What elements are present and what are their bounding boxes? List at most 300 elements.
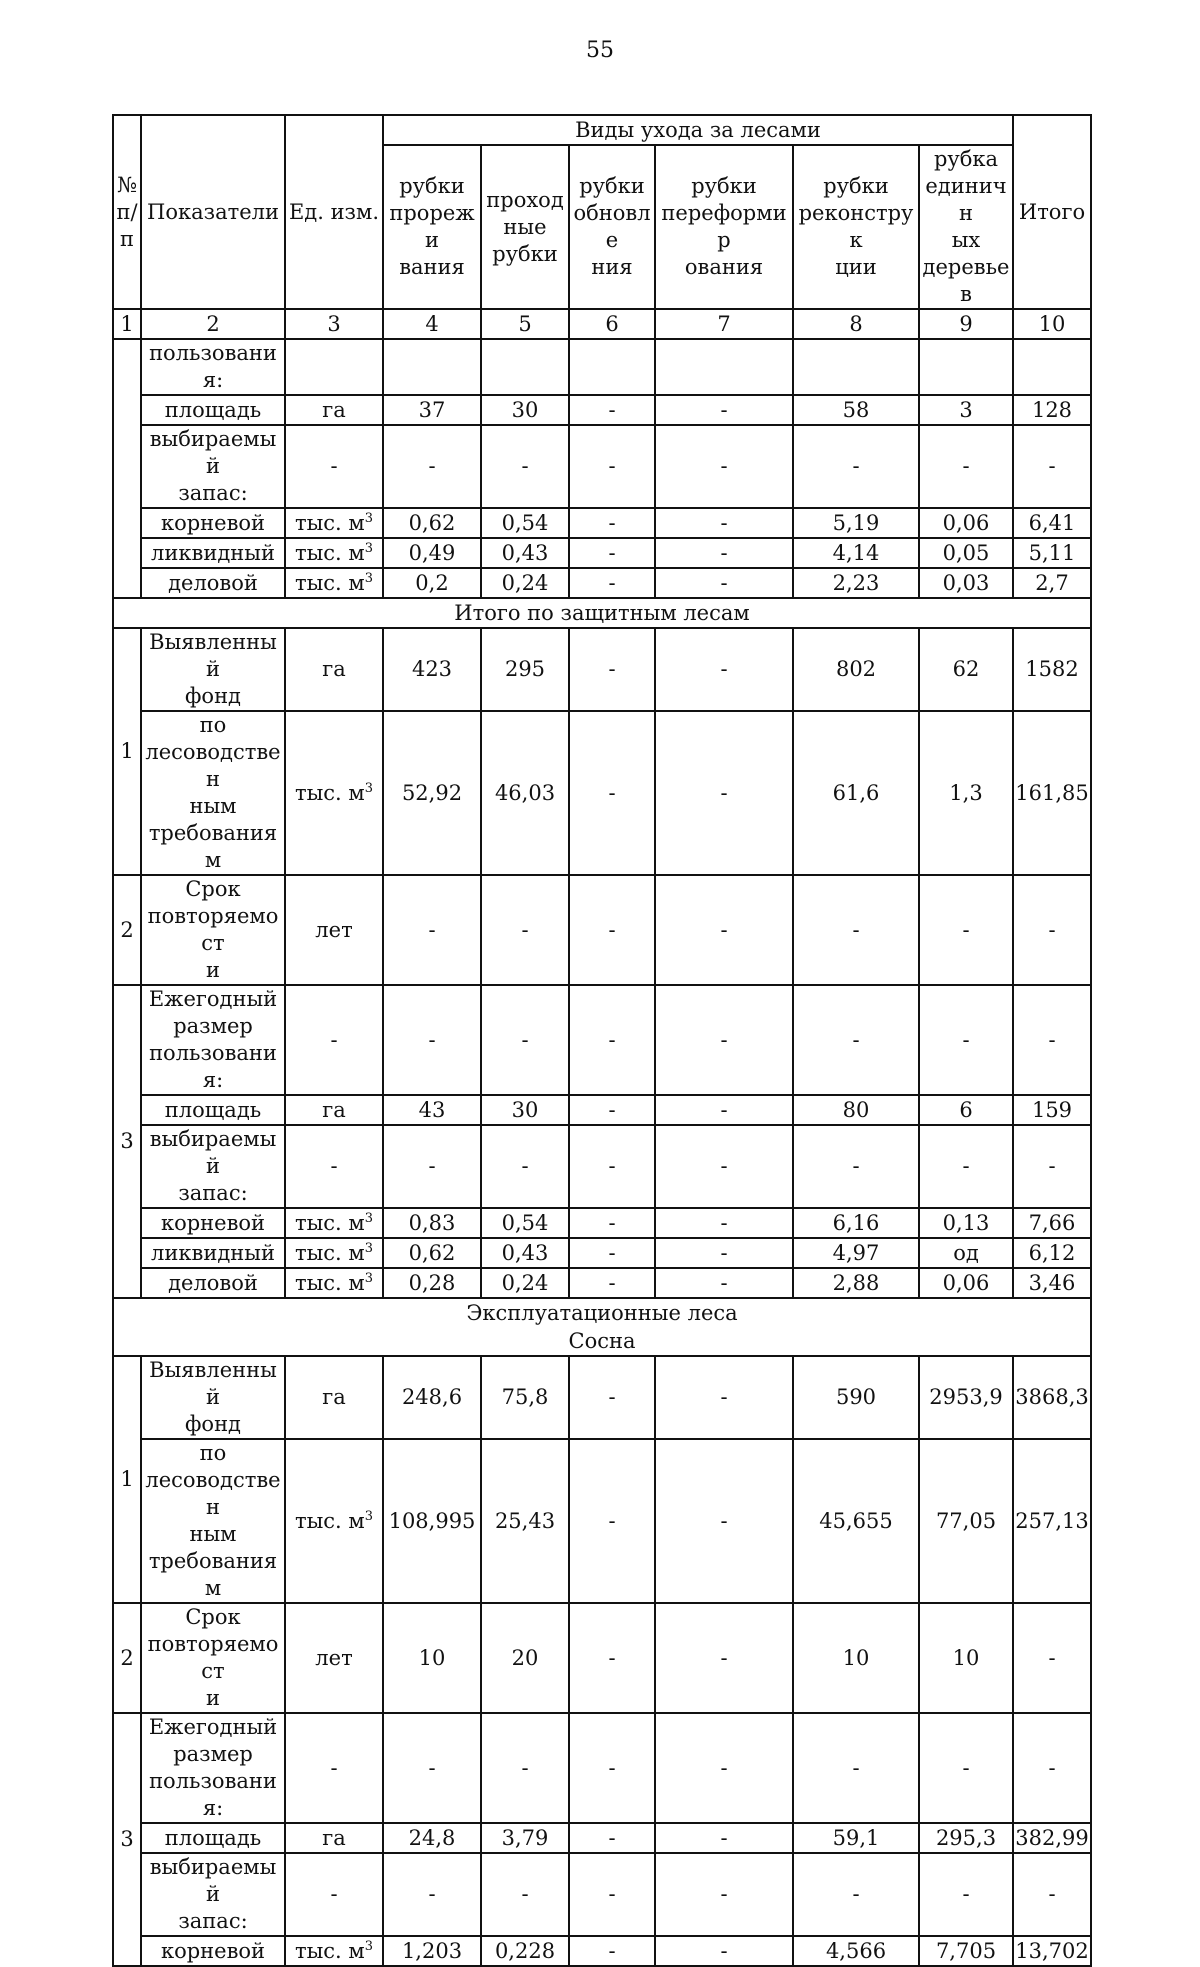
table-row bbox=[113, 425, 1091, 508]
cell-line: рубка bbox=[933, 147, 999, 171]
value-cell: - bbox=[569, 425, 655, 508]
value-cell: 7,705 bbox=[919, 1936, 1013, 1966]
value-cell: 3,79 bbox=[481, 1823, 569, 1853]
indicator-cell: деловой bbox=[141, 1268, 285, 1298]
value-cell: 0,54 bbox=[481, 508, 569, 538]
section-title: Итого по защитным лесам bbox=[113, 598, 1091, 628]
num-cell bbox=[113, 339, 141, 598]
value-cell: - bbox=[569, 1603, 655, 1713]
value-cell: 30 bbox=[481, 1095, 569, 1125]
value-cell: - bbox=[793, 1853, 919, 1936]
value-cell: 0,83 bbox=[383, 1208, 481, 1238]
unit-cell bbox=[285, 339, 383, 395]
value-cell: - bbox=[383, 425, 481, 508]
table-row bbox=[113, 1356, 1091, 1439]
col-number-cell: 8 bbox=[793, 309, 919, 339]
indicator-cell: площадь bbox=[141, 395, 285, 425]
value-cell: 10 bbox=[793, 1603, 919, 1713]
total-cell: 382,99 bbox=[1013, 1823, 1091, 1853]
table-row bbox=[113, 628, 1091, 711]
total-cell: 128 bbox=[1013, 395, 1091, 425]
cell-line: размер bbox=[173, 1742, 253, 1766]
value-cell: - bbox=[481, 875, 569, 985]
value-cell: - bbox=[383, 1713, 481, 1823]
value-cell: 0,43 bbox=[481, 1238, 569, 1268]
cell-line: п bbox=[120, 226, 134, 251]
header-type-cell bbox=[569, 145, 655, 309]
value-cell: 5,19 bbox=[793, 508, 919, 538]
value-cell: - bbox=[655, 711, 793, 875]
num-cell: 3 bbox=[113, 985, 141, 1298]
value-cell: 0,43 bbox=[481, 538, 569, 568]
value-cell: - bbox=[569, 628, 655, 711]
cell-line: повторяемост bbox=[147, 904, 279, 955]
unit-cell: лет bbox=[285, 1603, 383, 1713]
value-cell: - bbox=[655, 1208, 793, 1238]
cell-line: рубки bbox=[691, 174, 757, 198]
cell-line: рубки bbox=[823, 174, 889, 198]
cell-line: Срок bbox=[185, 1605, 241, 1629]
value-cell: - bbox=[569, 1356, 655, 1439]
value-cell: - bbox=[655, 628, 793, 711]
value-cell: 43 bbox=[383, 1095, 481, 1125]
col-number-cell: 3 bbox=[285, 309, 383, 339]
value-cell: 248,6 bbox=[383, 1356, 481, 1439]
cell-line: ные bbox=[503, 214, 547, 239]
cell-line: лесоводствен bbox=[145, 740, 281, 791]
num-cell: 1 bbox=[113, 1356, 141, 1603]
value-cell: - bbox=[919, 985, 1013, 1095]
value-cell: 58 bbox=[793, 395, 919, 425]
table-row bbox=[113, 1936, 1091, 1966]
unit-cell: тыс. $м^3$ bbox=[285, 711, 383, 875]
value-cell: - bbox=[569, 1125, 655, 1208]
total-cell: 5,11 bbox=[1013, 538, 1091, 568]
value-cell: 1,3 bbox=[919, 711, 1013, 875]
indicator-cell: корневой bbox=[141, 1208, 285, 1238]
value-cell: 0,06 bbox=[919, 508, 1013, 538]
value-cell: - bbox=[655, 1853, 793, 1936]
total-cell: 3868,3 bbox=[1013, 1356, 1091, 1439]
total-cell: - bbox=[1013, 1853, 1091, 1936]
unit-cell: - bbox=[285, 1125, 383, 1208]
unit-cell: тыс. $м^3$ bbox=[285, 1208, 383, 1238]
value-cell: - bbox=[481, 1713, 569, 1823]
unit-cell: - bbox=[285, 1713, 383, 1823]
value-cell: 0,06 bbox=[919, 1268, 1013, 1298]
cell-line: и bbox=[206, 1686, 220, 1710]
value-cell: 2,88 bbox=[793, 1268, 919, 1298]
total-cell: 1582 bbox=[1013, 628, 1091, 711]
cell-line: прорежи bbox=[389, 201, 475, 252]
total-cell: - bbox=[1013, 1125, 1091, 1208]
indicator-cell bbox=[141, 1125, 285, 1208]
value-cell: - bbox=[655, 1125, 793, 1208]
value-cell: - bbox=[569, 1713, 655, 1823]
table-row bbox=[113, 1208, 1091, 1238]
num-cell: 2 bbox=[113, 1603, 141, 1713]
header-unit-cell: Ед. изм. bbox=[285, 115, 383, 309]
value-cell: - bbox=[655, 1238, 793, 1268]
table-row bbox=[113, 568, 1091, 598]
header-group-title: Виды ухода за лесами bbox=[383, 115, 1013, 145]
value-cell: 0,24 bbox=[481, 1268, 569, 1298]
value-cell: 4,566 bbox=[793, 1936, 919, 1966]
value-cell: - bbox=[569, 711, 655, 875]
value-cell: 590 bbox=[793, 1356, 919, 1439]
value-cell: 20 bbox=[481, 1603, 569, 1713]
value-cell: - bbox=[655, 568, 793, 598]
cell-line: деревьев bbox=[922, 255, 1010, 306]
value-cell: - bbox=[793, 425, 919, 508]
value-cell: - bbox=[655, 875, 793, 985]
value-cell: 61,6 bbox=[793, 711, 919, 875]
value-cell: 6 bbox=[919, 1095, 1013, 1125]
value-cell: - bbox=[919, 875, 1013, 985]
cell-line: ным bbox=[189, 1522, 237, 1546]
cell-line: и bbox=[206, 958, 220, 982]
value-cell: 25,43 bbox=[481, 1439, 569, 1603]
table-row bbox=[113, 1713, 1091, 1823]
value-cell: - bbox=[569, 508, 655, 538]
total-cell: 2,7 bbox=[1013, 568, 1091, 598]
cell-line: пользования: bbox=[149, 1769, 277, 1820]
col-number-cell: 9 bbox=[919, 309, 1013, 339]
cell-line: запас: bbox=[178, 481, 248, 505]
value-cell: 2,23 bbox=[793, 568, 919, 598]
value-cell: - bbox=[655, 1713, 793, 1823]
indicator-cell: ликвидный bbox=[141, 1238, 285, 1268]
total-cell: 3,46 bbox=[1013, 1268, 1091, 1298]
value-cell: - bbox=[919, 1713, 1013, 1823]
value-cell: - bbox=[655, 538, 793, 568]
cell-line: требованиям bbox=[148, 821, 278, 872]
header-type-cell bbox=[383, 145, 481, 309]
value-cell: - bbox=[569, 1268, 655, 1298]
value-cell: 6,16 bbox=[793, 1208, 919, 1238]
section-title-row bbox=[113, 1298, 1091, 1356]
unit-cell: га bbox=[285, 395, 383, 425]
total-cell: 159 bbox=[1013, 1095, 1091, 1125]
cell-line: переформир bbox=[661, 201, 787, 252]
value-cell: - bbox=[655, 1603, 793, 1713]
section-title-row bbox=[113, 598, 1091, 628]
value-cell: 3 bbox=[919, 395, 1013, 425]
value-cell: - bbox=[569, 875, 655, 985]
cell-line: рубки bbox=[399, 174, 465, 198]
indicator-cell bbox=[141, 1713, 285, 1823]
cell-line: реконструк bbox=[798, 201, 914, 252]
table-row bbox=[113, 1095, 1091, 1125]
cell-line: единичн bbox=[925, 174, 1007, 225]
total-cell: - bbox=[1013, 875, 1091, 985]
col-number-cell: 7 bbox=[655, 309, 793, 339]
value-cell: 295 bbox=[481, 628, 569, 711]
value-cell: - bbox=[793, 1713, 919, 1823]
value-cell: - bbox=[793, 985, 919, 1095]
table-row bbox=[113, 1268, 1091, 1298]
cell-line: выбираемый bbox=[149, 427, 277, 478]
value-cell: 52,92 bbox=[383, 711, 481, 875]
col-number-cell: 5 bbox=[481, 309, 569, 339]
value-cell: - bbox=[655, 1439, 793, 1603]
value-cell: 0,228 bbox=[481, 1936, 569, 1966]
value-cell: 0,54 bbox=[481, 1208, 569, 1238]
unit-cell: тыс. $м^3$ bbox=[285, 1439, 383, 1603]
unit-cell: га bbox=[285, 1823, 383, 1853]
value-cell: 24,8 bbox=[383, 1823, 481, 1853]
total-cell: 6,41 bbox=[1013, 508, 1091, 538]
table-row bbox=[113, 1853, 1091, 1936]
unit-cell: - bbox=[285, 425, 383, 508]
indicator-cell: площадь bbox=[141, 1095, 285, 1125]
header-type-cell bbox=[655, 145, 793, 309]
header-num-cell bbox=[113, 115, 141, 309]
total-cell: - bbox=[1013, 425, 1091, 508]
value-cell: 802 bbox=[793, 628, 919, 711]
value-cell: 0,05 bbox=[919, 538, 1013, 568]
indicator-cell bbox=[141, 875, 285, 985]
num-cell: 1 bbox=[113, 628, 141, 875]
value-cell: - bbox=[569, 1823, 655, 1853]
forest-care-table bbox=[112, 114, 1092, 1967]
total-cell: 13,702 bbox=[1013, 1936, 1091, 1966]
value-cell: - bbox=[793, 875, 919, 985]
unit-cell: тыс. $м^3$ bbox=[285, 1268, 383, 1298]
value-cell: - bbox=[655, 425, 793, 508]
value-cell: - bbox=[569, 395, 655, 425]
value-cell: - bbox=[383, 985, 481, 1095]
header-indicator-cell: Показатели bbox=[141, 115, 285, 309]
unit-cell: - bbox=[285, 1853, 383, 1936]
value-cell: 62 bbox=[919, 628, 1013, 711]
header-row bbox=[113, 115, 1091, 145]
value-cell: - bbox=[569, 1208, 655, 1238]
col-number-cell: 6 bbox=[569, 309, 655, 339]
total-cell: - bbox=[1013, 1603, 1091, 1713]
table-row bbox=[113, 875, 1091, 985]
value-cell: 77,05 bbox=[919, 1439, 1013, 1603]
indicator-cell: деловой bbox=[141, 568, 285, 598]
cell-line: пользования: bbox=[149, 1041, 277, 1092]
cell-line: выбираемый bbox=[149, 1127, 277, 1178]
value-cell: 30 bbox=[481, 395, 569, 425]
table-row bbox=[113, 1125, 1091, 1208]
table-row bbox=[113, 508, 1091, 538]
value-cell: 45,655 bbox=[793, 1439, 919, 1603]
value-cell: - bbox=[569, 568, 655, 598]
header-type-cell bbox=[793, 145, 919, 309]
cell-line: по bbox=[199, 713, 227, 737]
value-cell: 295,3 bbox=[919, 1823, 1013, 1853]
cell-line: лесоводствен bbox=[145, 1468, 281, 1519]
value-cell: - bbox=[919, 1125, 1013, 1208]
cell-line: по bbox=[199, 1441, 227, 1465]
value-cell: 0,24 bbox=[481, 568, 569, 598]
cell-line: № bbox=[117, 172, 137, 197]
value-cell: 0,62 bbox=[383, 508, 481, 538]
value-cell: 0,28 bbox=[383, 1268, 481, 1298]
value-cell: 108,995 bbox=[383, 1439, 481, 1603]
cell-line: фонд bbox=[184, 1412, 241, 1436]
num-cell: 3 bbox=[113, 1713, 141, 1966]
value-cell: 2953,9 bbox=[919, 1356, 1013, 1439]
total-cell: 161,85 bbox=[1013, 711, 1091, 875]
table-row bbox=[113, 711, 1091, 875]
value-cell: - bbox=[919, 425, 1013, 508]
value-cell: - bbox=[383, 875, 481, 985]
indicator-cell bbox=[141, 1356, 285, 1439]
header-type-cell bbox=[919, 145, 1013, 309]
cell-line: Срок bbox=[185, 877, 241, 901]
cell-line: запас: bbox=[178, 1909, 248, 1933]
value-cell: - bbox=[481, 1853, 569, 1936]
total-cell: - bbox=[1013, 985, 1091, 1095]
table-row bbox=[113, 538, 1091, 568]
value-cell: 423 bbox=[383, 628, 481, 711]
col-number-cell: 1 bbox=[113, 309, 141, 339]
page-number: 55 bbox=[586, 38, 614, 63]
value-cell: - bbox=[655, 508, 793, 538]
indicator-cell: корневой bbox=[141, 508, 285, 538]
cell-line: ых bbox=[951, 228, 981, 252]
header-type-cell bbox=[481, 145, 569, 309]
value-cell: 0,03 bbox=[919, 568, 1013, 598]
cell-line: рубки bbox=[579, 174, 645, 198]
indicator-cell bbox=[141, 628, 285, 711]
value-cell: - bbox=[919, 1853, 1013, 1936]
value-cell: 59,1 bbox=[793, 1823, 919, 1853]
value-cell: - bbox=[655, 395, 793, 425]
unit-cell: лет bbox=[285, 875, 383, 985]
indicator-cell: корневой bbox=[141, 1936, 285, 1966]
cell-line: Выявленный bbox=[149, 1358, 277, 1409]
value-cell: - bbox=[481, 1125, 569, 1208]
value-cell: 10 bbox=[919, 1603, 1013, 1713]
indicator-cell bbox=[141, 1603, 285, 1713]
value-cell: 0,13 bbox=[919, 1208, 1013, 1238]
value-cell: 0,62 bbox=[383, 1238, 481, 1268]
table-row bbox=[113, 1439, 1091, 1603]
value-cell: - bbox=[569, 1936, 655, 1966]
col-number-cell: 2 bbox=[141, 309, 285, 339]
unit-cell: тыс. $м^3$ bbox=[285, 508, 383, 538]
unit-cell: тыс. $м^3$ bbox=[285, 1936, 383, 1966]
table-row bbox=[113, 1823, 1091, 1853]
table-row bbox=[113, 985, 1091, 1095]
header-total-cell: Итого bbox=[1013, 115, 1091, 309]
cell-line: ции bbox=[835, 255, 877, 279]
cell-line: ния bbox=[591, 255, 633, 279]
value-cell: - bbox=[655, 1356, 793, 1439]
value-cell: - bbox=[569, 1439, 655, 1603]
unit-cell: га bbox=[285, 628, 383, 711]
value-cell: 75,8 bbox=[481, 1356, 569, 1439]
col-number-cell: 4 bbox=[383, 309, 481, 339]
unit-cell: тыс. $м^3$ bbox=[285, 1238, 383, 1268]
cell-line: ования bbox=[684, 255, 764, 279]
cell-line: размер bbox=[173, 1014, 253, 1038]
unit-cell: - bbox=[285, 985, 383, 1095]
indicator-cell bbox=[141, 425, 285, 508]
num-cell: 2 bbox=[113, 875, 141, 985]
unit-cell: тыс. $м^3$ bbox=[285, 568, 383, 598]
value-cell: - bbox=[655, 1823, 793, 1853]
value-cell: 37 bbox=[383, 395, 481, 425]
cell-line: рубки bbox=[492, 241, 558, 266]
cell-line: Ежегодный bbox=[148, 987, 278, 1011]
indicator-cell: ликвидный bbox=[141, 538, 285, 568]
value-cell: - bbox=[481, 985, 569, 1095]
total-cell: 6,12 bbox=[1013, 1238, 1091, 1268]
cell-line: вания bbox=[399, 255, 465, 279]
value-cell: 46,03 bbox=[481, 711, 569, 875]
value-cell: - bbox=[655, 1095, 793, 1125]
cell-line: проход bbox=[486, 187, 564, 212]
indicator-cell bbox=[141, 985, 285, 1095]
cell-line: обновле bbox=[573, 201, 651, 252]
section-title: Эксплуатационные леса Сосна bbox=[113, 1298, 1091, 1356]
value-cell: - bbox=[383, 1853, 481, 1936]
unit-cell: тыс. $м^3$ bbox=[285, 538, 383, 568]
value-cell: - bbox=[569, 1095, 655, 1125]
table-row bbox=[113, 339, 1091, 395]
cell-line: п/ bbox=[116, 199, 138, 224]
value-cell: од bbox=[919, 1238, 1013, 1268]
indicator-cell: пользования: bbox=[141, 339, 285, 395]
total-cell: 257,13 bbox=[1013, 1439, 1091, 1603]
value-cell: 10 bbox=[383, 1603, 481, 1713]
value-cell: - bbox=[655, 985, 793, 1095]
value-cell: - bbox=[569, 538, 655, 568]
section-subtitle: Сосна bbox=[568, 1329, 636, 1353]
value-cell: 4,97 bbox=[793, 1238, 919, 1268]
unit-cell: га bbox=[285, 1356, 383, 1439]
value-cell: 0,49 bbox=[383, 538, 481, 568]
table-row bbox=[113, 1238, 1091, 1268]
cell-line: требованиям bbox=[148, 1549, 278, 1600]
table-row bbox=[113, 395, 1091, 425]
cell-line: Ежегодный bbox=[148, 1715, 278, 1739]
total-cell: 7,66 bbox=[1013, 1208, 1091, 1238]
value-cell: - bbox=[569, 1238, 655, 1268]
value-cell: 0,2 bbox=[383, 568, 481, 598]
indicator-cell bbox=[141, 711, 285, 875]
cell-line: Выявленный bbox=[149, 630, 277, 681]
value-cell: - bbox=[569, 1853, 655, 1936]
value-cell: - bbox=[655, 1268, 793, 1298]
table-row bbox=[113, 1603, 1091, 1713]
cell-line: запас: bbox=[178, 1181, 248, 1205]
cell-line: фонд bbox=[184, 684, 241, 708]
indicator-cell bbox=[141, 1439, 285, 1603]
value-cell: 4,14 bbox=[793, 538, 919, 568]
total-cell: - bbox=[1013, 1713, 1091, 1823]
value-cell: - bbox=[793, 1125, 919, 1208]
indicator-cell: площадь bbox=[141, 1823, 285, 1853]
value-cell: - bbox=[481, 425, 569, 508]
col-number-cell: 10 bbox=[1013, 309, 1091, 339]
table-row bbox=[113, 309, 1091, 339]
value-cell: - bbox=[383, 1125, 481, 1208]
value-cell: - bbox=[655, 1936, 793, 1966]
cell-line: ным bbox=[189, 794, 237, 818]
value-cell: - bbox=[569, 985, 655, 1095]
indicator-cell bbox=[141, 1853, 285, 1936]
value-cell: 1,203 bbox=[383, 1936, 481, 1966]
cell-line: выбираемый bbox=[149, 1855, 277, 1906]
cell-line: повторяемост bbox=[147, 1632, 279, 1683]
